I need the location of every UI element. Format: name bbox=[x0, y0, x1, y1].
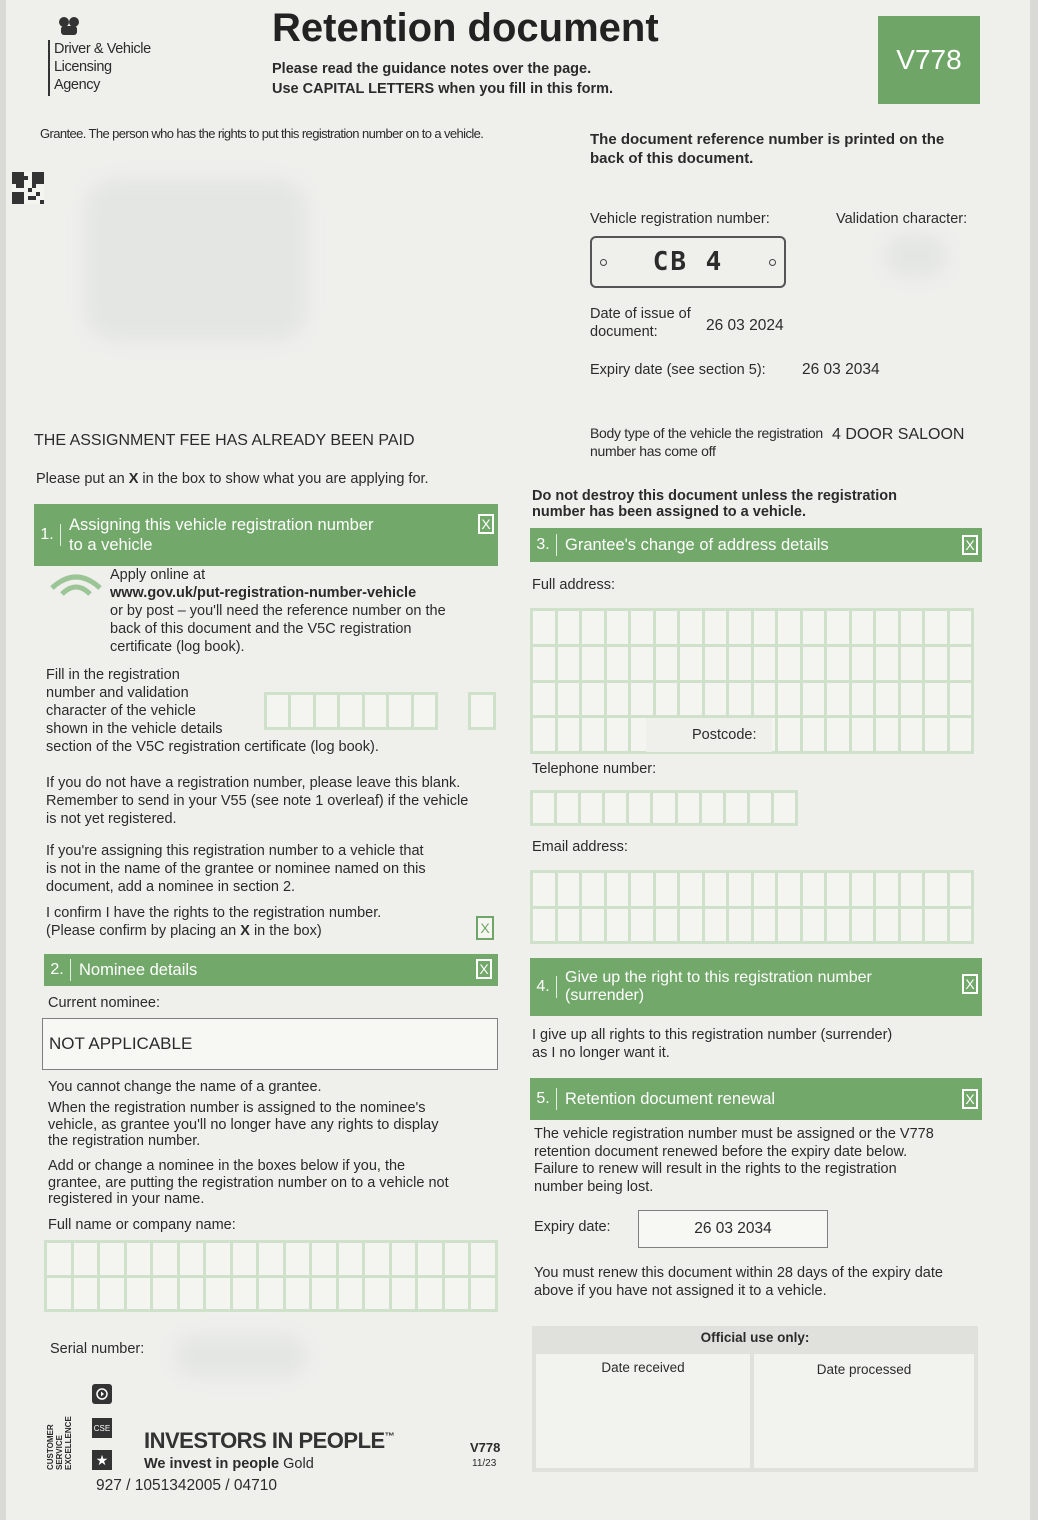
full-address-label: Full address: bbox=[532, 577, 616, 593]
noreg-line-2: Remember to send in your V55 (see note 1 overleaf) if the vehicle bbox=[46, 793, 469, 809]
section-5-number: 5. bbox=[530, 1088, 557, 1110]
add-nominee-text bbox=[48, 1158, 518, 1208]
instruction-x: X bbox=[128, 471, 139, 487]
surrender-line-2: as I no longer want it. bbox=[532, 1045, 670, 1061]
cse-vertical-label: CUSTOMER SERVICE EXCELLENCE bbox=[46, 1416, 73, 1470]
plate-screw-right-icon bbox=[769, 259, 776, 266]
renewal-line-4: number being lost. bbox=[534, 1178, 654, 1195]
renewal-line-3: Failure to renew will result in the rights to the registration bbox=[534, 1161, 897, 1177]
when-line-3: the registration number. bbox=[48, 1133, 201, 1149]
section-3-title: Grantee's change of address details bbox=[565, 535, 829, 554]
redacted-address bbox=[86, 180, 306, 340]
renewal-line-2: retention document renewed before the expiry date below. bbox=[534, 1143, 908, 1160]
confirm-line-2-x: X bbox=[240, 923, 250, 939]
section-5-checkbox[interactable] bbox=[962, 1089, 978, 1109]
validation-character-label: Validation character: bbox=[836, 211, 968, 227]
section-2-header bbox=[44, 954, 498, 986]
apply-online-url[interactable]: www.gov.uk/put-registration-number-vehicle bbox=[110, 585, 417, 601]
date-processed-cell[interactable] bbox=[754, 1354, 974, 1468]
section-5-checkbox-mark: X bbox=[965, 1091, 975, 1107]
nominee-rights-text bbox=[48, 1100, 508, 1150]
when-line-2: vehicle, as grantee you'll no longer have any rights to display bbox=[48, 1116, 439, 1133]
section-4-number: 4. bbox=[530, 976, 557, 998]
issue-date-value: 26 03 2024 bbox=[706, 317, 784, 334]
full-name-input-grid[interactable] bbox=[44, 1240, 498, 1312]
date-received-cell[interactable] bbox=[536, 1354, 750, 1468]
section-2-checkbox[interactable] bbox=[476, 959, 492, 979]
guidance-note-1: Please read the guidance notes over the page. bbox=[272, 61, 592, 77]
fill-line-4: shown in the vehicle details bbox=[46, 721, 223, 737]
agency-name-line-divider bbox=[48, 40, 50, 96]
cse-badge bbox=[92, 1418, 112, 1438]
investors-in-people-title bbox=[144, 1428, 394, 1454]
section-1-number: 1. bbox=[34, 524, 61, 546]
section-4-checkbox-mark: X bbox=[965, 976, 975, 992]
official-use-title: Official use only: bbox=[700, 1330, 810, 1345]
add-line-2: grantee, are putting the registration number on to a vehicle not bbox=[48, 1174, 449, 1191]
renewal-expiry-field bbox=[638, 1210, 828, 1248]
qr-code-icon bbox=[12, 172, 44, 204]
section-3-header bbox=[530, 528, 982, 562]
assign-line-1: If you're assigning this registration number to a vehicle that bbox=[46, 843, 424, 859]
renew-line-1: You must renew this document within 28 days of the expiry date bbox=[534, 1265, 943, 1281]
email-label: Email address: bbox=[532, 839, 628, 855]
footer-form-code: V778 bbox=[470, 1440, 501, 1455]
footer-reference-number: 927 / 1051342005 / 04710 bbox=[96, 1477, 278, 1494]
instruction-text bbox=[36, 470, 429, 488]
registration-plate bbox=[590, 236, 786, 288]
instruction-post: in the box to show what you are applying for. bbox=[138, 471, 429, 487]
body-type-label: Body type of the vehicle the registration number has come off bbox=[590, 425, 823, 459]
cannot-change-grantee: You cannot change the name of a grantee. bbox=[48, 1079, 322, 1095]
reg-number-label: Vehicle registration number: bbox=[590, 211, 770, 227]
renewal-expiry-value: 26 03 2034 bbox=[694, 1220, 772, 1237]
plate-screw-left-icon bbox=[600, 259, 607, 266]
add-line-3: registered in your name. bbox=[48, 1191, 205, 1207]
form-code-text: V778 bbox=[896, 44, 962, 75]
telephone-label: Telephone number: bbox=[532, 761, 657, 777]
assign-line-2: is not in the name of the grantee or nominee named on this bbox=[46, 861, 426, 877]
iip-trademark: ™ bbox=[384, 1431, 395, 1443]
document-title: Retention document bbox=[272, 6, 659, 50]
section-4-checkbox[interactable] bbox=[962, 974, 978, 994]
confirm-rights-checkbox-mark: X bbox=[480, 920, 490, 936]
fill-line-5: section of the V5C registration certificate (log book). bbox=[46, 739, 379, 755]
current-nominee-field bbox=[42, 1018, 498, 1070]
confirm-line-2 bbox=[46, 922, 466, 940]
date-received-label: Date received bbox=[601, 1360, 685, 1375]
section-5-title: Retention document renewal bbox=[565, 1089, 776, 1108]
section-1-title-line-1: Assigning this vehicle registration number bbox=[69, 516, 374, 534]
confirm-line-1: I confirm I have the rights to the registration number. bbox=[46, 905, 382, 921]
confirm-line-2-pre: (Please confirm by placing an bbox=[46, 923, 241, 939]
apply-post-line-3: certificate (log book). bbox=[110, 639, 245, 655]
current-nominee-label: Current nominee: bbox=[48, 995, 161, 1011]
fee-paid-notice: THE ASSIGNMENT FEE HAS ALREADY BEEN PAID bbox=[34, 432, 415, 449]
no-registration-text bbox=[46, 774, 516, 828]
section-3-checkbox-mark: X bbox=[965, 537, 975, 553]
issue-date-label: Date of issue of document: bbox=[590, 306, 691, 340]
apply-online-label: Apply online at bbox=[110, 567, 206, 583]
validation-character-input[interactable] bbox=[468, 692, 496, 730]
renew-line-2: above if you have not assigned it to a vehicle. bbox=[534, 1283, 827, 1299]
section-4-title-line-2: (surrender) bbox=[565, 987, 645, 1004]
section-3-number: 3. bbox=[530, 534, 557, 556]
section-2-checkbox-mark: X bbox=[479, 961, 489, 977]
section-1-header bbox=[34, 504, 498, 566]
full-name-label: Full name or company name: bbox=[48, 1217, 236, 1233]
confirm-rights-text bbox=[46, 904, 466, 940]
iip-subtitle-gold: Gold bbox=[283, 1456, 314, 1472]
expiry-date-value: 26 03 2034 bbox=[802, 361, 880, 378]
fill-line-3: character of the vehicle bbox=[46, 703, 196, 719]
section-4-header bbox=[530, 958, 982, 1016]
renewal-line-1: The vehicle registration number must be assigned or the V778 bbox=[534, 1126, 934, 1142]
reference-note: The document reference number is printed on the back of this document. bbox=[590, 131, 945, 167]
online-signal-icon bbox=[46, 562, 106, 602]
section-1-title-line-2: to a vehicle bbox=[69, 536, 153, 554]
reg-number-value: CB 4 bbox=[652, 247, 724, 277]
telephone-input-grid[interactable] bbox=[530, 790, 798, 826]
renew-within-text bbox=[534, 1264, 984, 1300]
section-5-header bbox=[530, 1078, 982, 1120]
fill-line-1: Fill in the registration bbox=[46, 667, 180, 683]
grantee-note: Grantee. The person who has the rights to put this registration number on to a vehicle. bbox=[40, 126, 484, 141]
noreg-line-3: is not yet registered. bbox=[46, 811, 177, 827]
cse-badge-text: CSE bbox=[93, 1423, 111, 1433]
form-code-badge bbox=[878, 16, 980, 104]
registration-number-input-grid[interactable] bbox=[264, 692, 438, 730]
retention-document-page bbox=[6, 0, 1030, 1520]
current-nominee-value: NOT APPLICABLE bbox=[49, 1034, 193, 1053]
surrender-line-1: I give up all rights to this registration number (surrender) bbox=[532, 1027, 893, 1043]
section-3-checkbox[interactable] bbox=[962, 535, 978, 555]
serial-number-label: Serial number: bbox=[50, 1341, 145, 1357]
fill-line-2: number and validation bbox=[46, 685, 189, 701]
agency-name bbox=[54, 40, 151, 94]
official-use-box bbox=[532, 1326, 978, 1472]
dvla-crest-icon bbox=[56, 14, 82, 38]
redacted-serial-number bbox=[176, 1336, 306, 1376]
section-1-checkbox-mark: X bbox=[481, 516, 491, 532]
when-line-1: When the registration number is assigned to the nominee's bbox=[48, 1100, 426, 1116]
date-processed-label: Date processed bbox=[816, 1362, 912, 1377]
agency-line-3: Agency bbox=[54, 77, 100, 93]
agency-line-1: Driver & Vehicle bbox=[54, 41, 151, 57]
section-1-checkbox[interactable] bbox=[478, 514, 494, 534]
expiry-date-label: Expiry date (see section 5): bbox=[590, 362, 766, 378]
email-input-grid[interactable] bbox=[530, 870, 974, 944]
section-2-title: Nominee details bbox=[79, 960, 198, 979]
surrender-text bbox=[532, 1026, 982, 1062]
redacted-validation-character bbox=[886, 236, 946, 276]
cse-play-icon bbox=[92, 1384, 112, 1404]
assign-nominee-text bbox=[46, 842, 516, 896]
noreg-line-1: If you do not have a registration number, please leave this blank. bbox=[46, 775, 461, 791]
confirm-rights-checkbox[interactable] bbox=[476, 916, 494, 940]
apply-online-text bbox=[110, 566, 500, 656]
iip-subtitle bbox=[144, 1456, 314, 1472]
iip-subtitle-main: We invest in people bbox=[144, 1456, 280, 1472]
instruction-pre: Please put an bbox=[36, 471, 129, 487]
guidance-note-2: Use CAPITAL LETTERS when you fill in this form. bbox=[272, 81, 614, 97]
footer-form-date: 11/23 bbox=[472, 1458, 497, 1469]
assign-line-3: document, add a nominee in section 2. bbox=[46, 879, 296, 895]
postcode-label: Postcode: bbox=[692, 727, 757, 743]
agency-line-2: Licensing bbox=[54, 59, 112, 75]
body-type-value: 4 DOOR SALOON bbox=[832, 426, 965, 443]
renewal-expiry-label: Expiry date: bbox=[534, 1219, 611, 1235]
section-4-title-line-1: Give up the right to this registration number bbox=[565, 969, 872, 986]
iip-title-text: INVESTORS IN PEOPLE bbox=[144, 1428, 385, 1453]
section-2-number: 2. bbox=[44, 959, 71, 981]
confirm-line-2-post: in the box) bbox=[249, 923, 322, 939]
apply-post-line-2: back of this document and the V5C registration bbox=[110, 621, 412, 637]
do-not-destroy-notice: Do not destroy this document unless the registration number has been assigned to a vehicle. bbox=[532, 488, 897, 520]
renewal-text bbox=[534, 1126, 984, 1196]
star-icon: ★ bbox=[92, 1450, 112, 1470]
add-line-1: Add or change a nominee in the boxes below if you, the bbox=[48, 1158, 406, 1174]
apply-post-line-1: or by post – you'll need the reference number on the bbox=[110, 603, 446, 619]
